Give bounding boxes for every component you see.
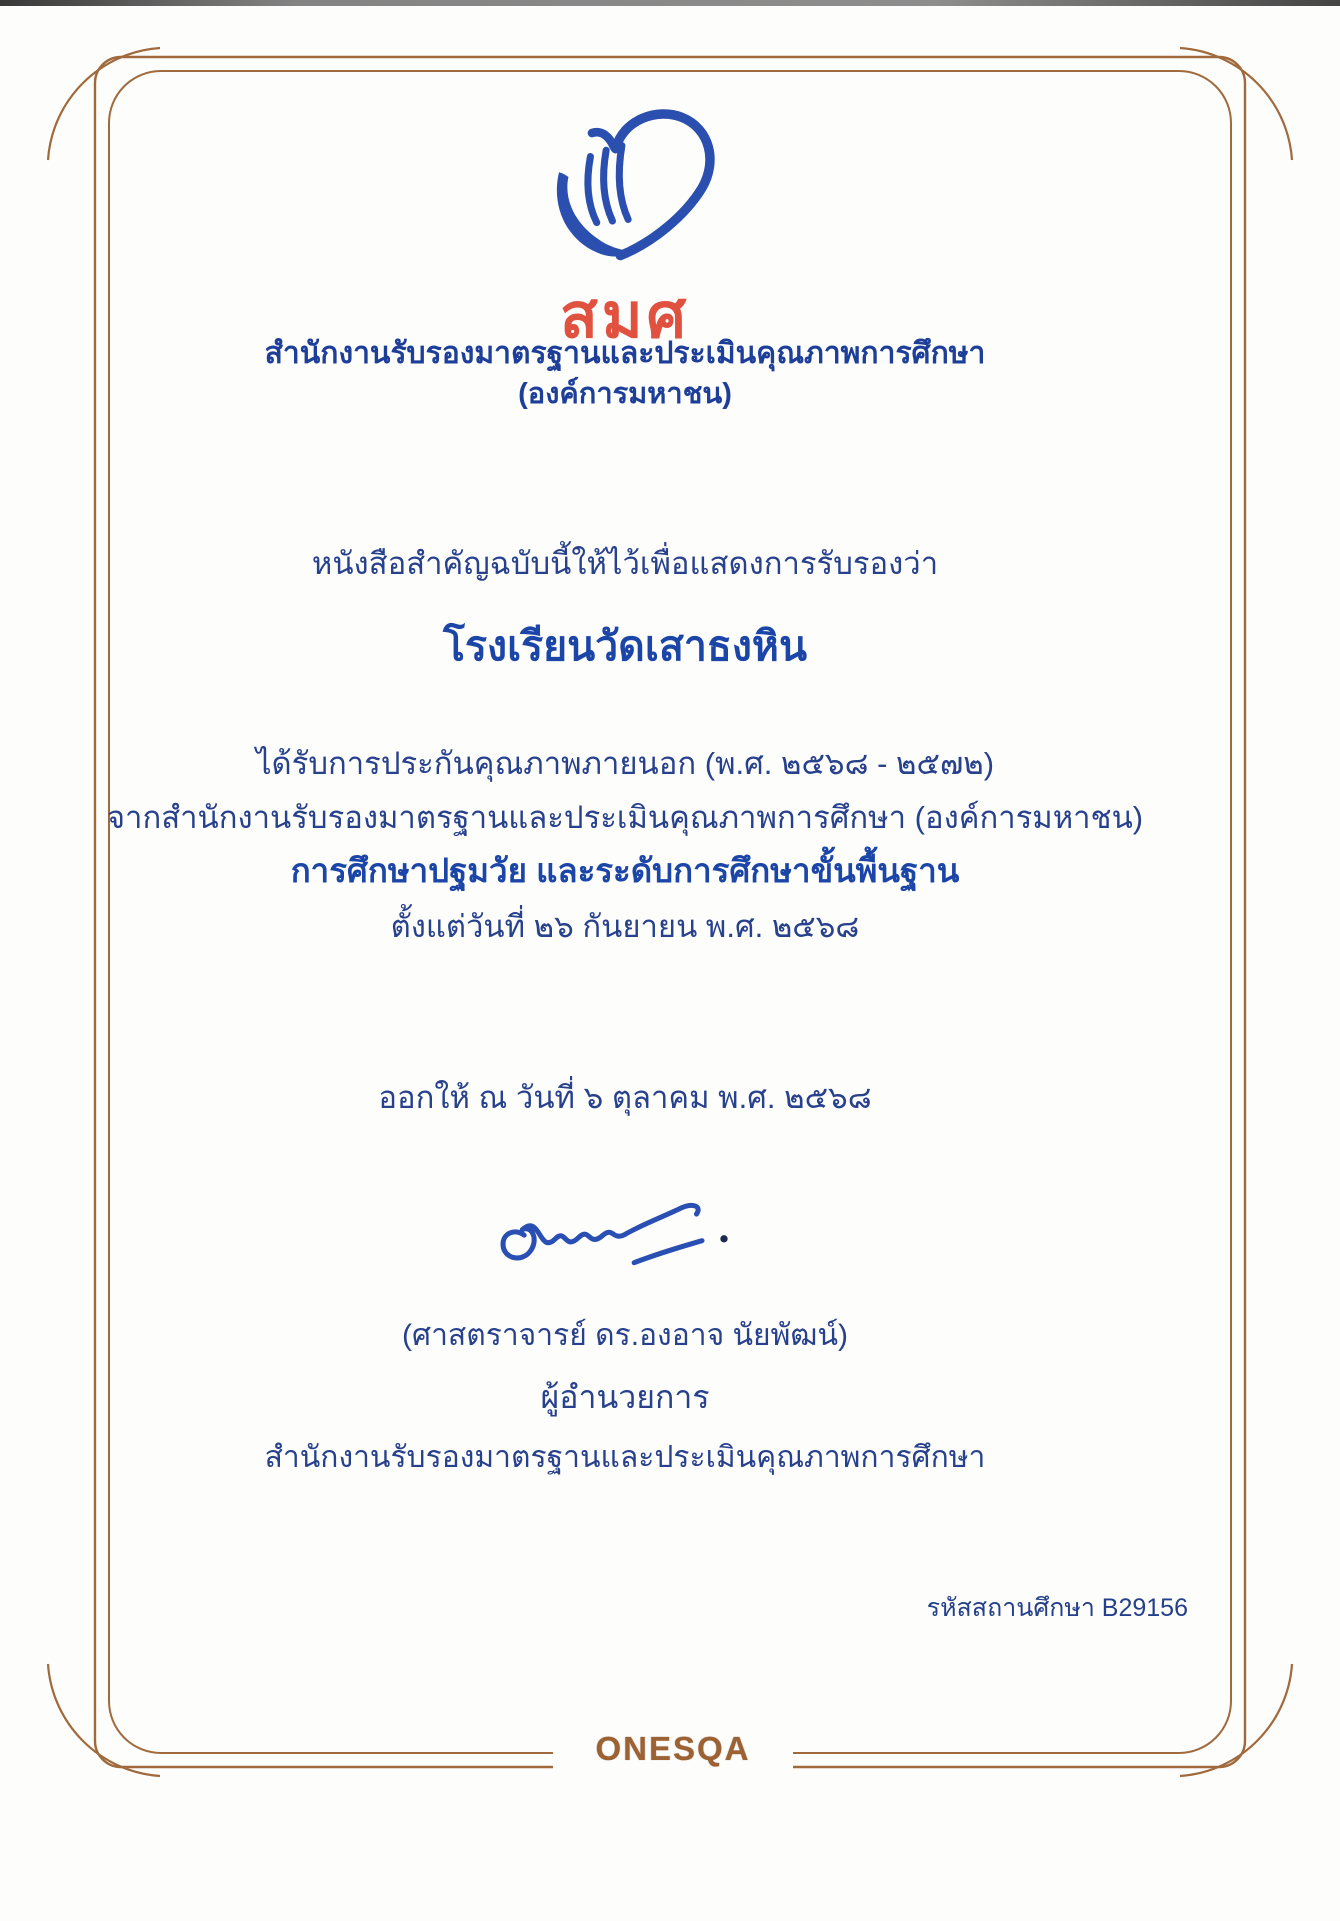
- onesqa-brand-wordmark: ONESQA: [553, 1726, 793, 1772]
- onesqa-heart-logo-icon: [500, 100, 750, 265]
- school-name: โรงเรียนวัดเสาธงหิน: [443, 623, 807, 669]
- signer-organization: สำนักงานรับรองมาตรฐานและประเมินคุณภาพการศึกษา: [264, 1441, 986, 1474]
- certify-statement: หนังสือสำคัญฉบับนี้ให้ไว้เพื่อแสดงการรับรองว่า: [311, 546, 939, 581]
- org-name: สำนักงานรับรองมาตรฐานและประเมินคุณภาพการศึกษา: [264, 337, 986, 370]
- accreditation-line-levels: การศึกษาปฐมวัย และระดับการศึกษาขั้นพื้นฐาน: [290, 852, 960, 889]
- org-suffix: (องค์การมหาชน): [518, 378, 732, 410]
- issue-date-line: ออกให้ ณ วันที่ ๖ ตุลาคม พ.ศ. ๒๕๖๘: [378, 1080, 872, 1115]
- school-code: รหัสสถานศึกษา B29156: [926, 1594, 1188, 1622]
- accreditation-line-startdate: ตั้งแต่วันที่ ๒๖ กันยายน พ.ศ. ๒๕๖๘: [390, 909, 860, 944]
- signature-scribble: [480, 1182, 770, 1292]
- signer-name: (ศาสตราจารย์ ดร.องอาจ นัยพัฒน์): [402, 1319, 848, 1352]
- signature-dot: [720, 1235, 727, 1242]
- signer-title: ผู้อำนวยการ: [540, 1379, 710, 1415]
- accreditation-line-issuer: จากสำนักงานรับรองมาตรฐานและประเมินคุณภาพการศึกษา (องค์การมหาชน): [106, 800, 1144, 835]
- accreditation-line-period: ได้รับการประกันคุณภาพภายนอก (พ.ศ. ๒๕๖๘ - ๒๕๗๒): [255, 746, 995, 781]
- org-acronym: สมศ: [559, 282, 691, 351]
